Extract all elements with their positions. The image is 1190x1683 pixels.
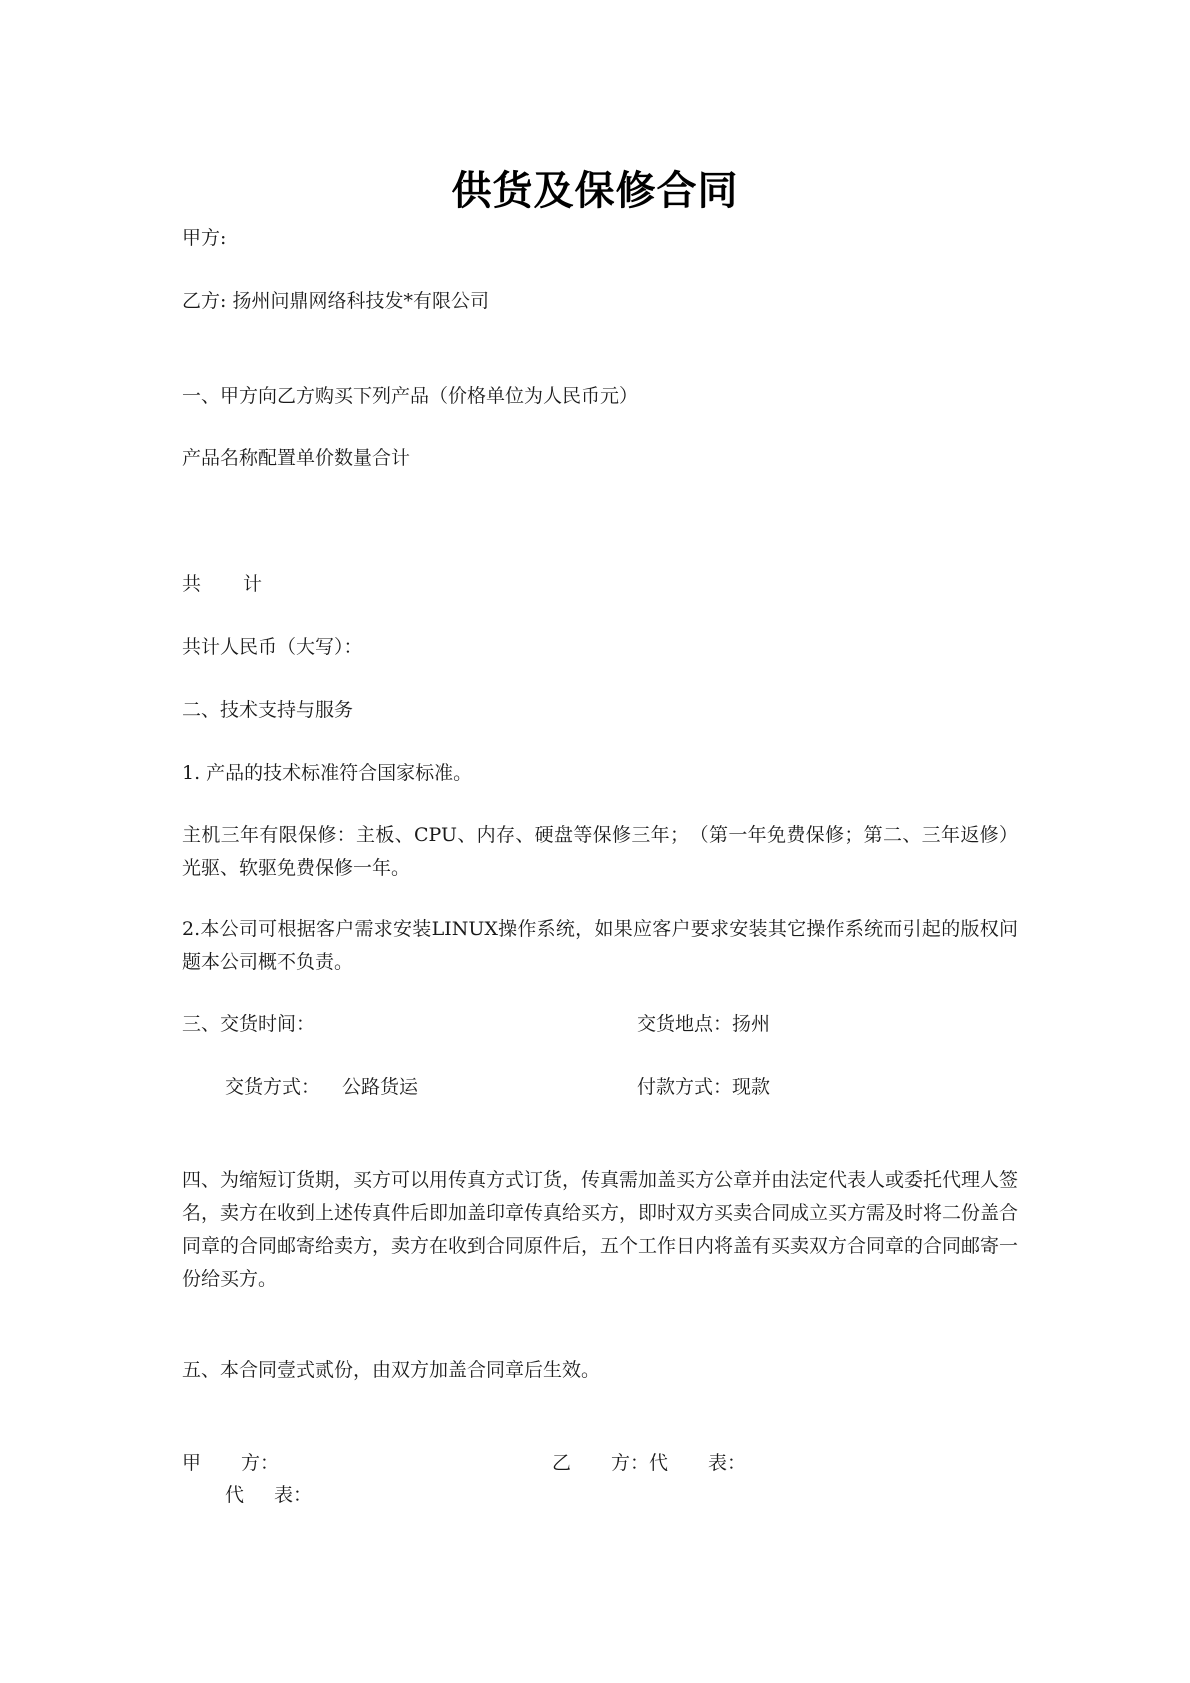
section2-item2: 2.本公司可根据客户需求安装LINUX操作系统，如果应客户要求安装其它操作系统而引起的版权问题本公司概不负责。 <box>182 918 1018 973</box>
delivery-method-value: 公路货运 <box>342 1076 419 1098</box>
delivery-place-label: 交货地点：扬州 <box>637 1013 771 1035</box>
total-rmb-label: 共计人民币（大写）： <box>182 636 363 658</box>
rep-part1: 代 <box>225 1484 245 1506</box>
product-table-header: 产品名称配置单价数量合计 <box>182 447 411 469</box>
party-a-sig-part2: 方： <box>241 1452 280 1474</box>
section1-heading: 一、甲方向乙方购买下列产品（价格单位为人民币元） <box>182 385 639 407</box>
party-a-representative-label <box>225 1484 312 1506</box>
section5-paragraph: 五、本合同壹式贰份，由双方加盖合同章后生效。 <box>182 1359 601 1381</box>
party-b-line <box>182 290 489 312</box>
party-b-sig-part1: 乙 <box>552 1452 572 1474</box>
party-b-label: 乙方: <box>182 290 227 312</box>
delivery-method-line <box>225 1076 418 1098</box>
payment-method-label: 付款方式：现款 <box>637 1076 771 1098</box>
rep-part2: 表： <box>274 1484 313 1506</box>
party-b-signature-label <box>552 1452 746 1474</box>
delivery-method-label: 交货方式： <box>225 1076 321 1098</box>
total-label <box>182 573 262 595</box>
section2-heading: 二、技术支持与服务 <box>182 699 354 721</box>
party-b-sig-part3: 表： <box>708 1452 747 1474</box>
party-a-label: 甲方: <box>182 227 227 249</box>
party-b-name: 扬州问鼎网络科技发*有限公司 <box>232 290 489 312</box>
party-b-sig-part2: 方：代 <box>611 1452 669 1474</box>
warranty-paragraph: 主机三年有限保修：主板、CPU、内存、硬盘等保修三年； （第一年免费保修；第二、三年返修）光驱、软驱免费保修一年。 <box>182 824 1018 879</box>
section2-item1: 1. 产品的技术标准符合国家标准。 <box>182 762 473 784</box>
delivery-time-label: 三、交货时间： <box>182 1013 316 1035</box>
total-label-part1: 共 <box>182 573 202 595</box>
document-title: 供货及保修合同 <box>451 168 739 214</box>
section4-paragraph: 四、为缩短订货期，买方可以用传真方式订货，传真需加盖买方公章并由法定代表人或委托代理人签名，卖方在收到上述传真件后即加盖印章传真给买方，即时双方买卖合同成立买方需及时将二份盖合同章的合同邮寄给卖方，卖方在收到合同原件后，五个工作日内将盖有买卖双方合同章的合同邮寄一份给买方。 <box>182 1169 1019 1290</box>
party-a-signature-label <box>182 1452 279 1474</box>
total-label-part2: 计 <box>243 573 263 595</box>
party-a-sig-part1: 甲 <box>182 1452 202 1474</box>
